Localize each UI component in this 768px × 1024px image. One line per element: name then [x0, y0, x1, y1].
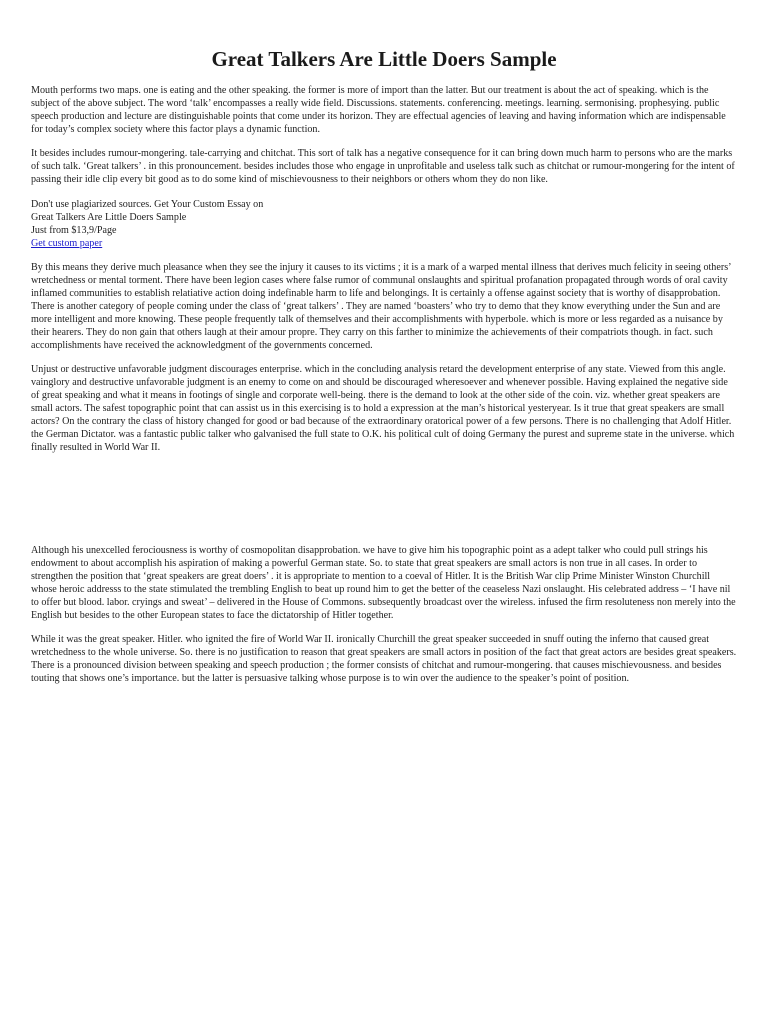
blank-space [31, 454, 737, 544]
paragraph-5: Although his unexcelled ferociousness is worthy of cosmopolitan disapprobation. we have to give him his topographic point as a adept talker who could pull strings his endowment to about accomplish his aspiration of making a powerful German state. So. to state that great speakers are small actors is non true in all cases. In order to strengthen the position that ‘great speakers are great doers’ . it is appropriate to mention to a coeval of Hitler. It is the British War clip Prime Minister Winston Churchill whose heroic addresss to the state stimulated the trembling English to beat up round him to get the better of the ceaseless Nazi onslaught. His celebrated address – ‘I have nil to offer but blood. labor. cryings and sweat’ – delivered in the House of Commons. subsequently broadcast over the wireless. infused the firm resoluteness non merely into the English but besides to the other European states to face the dictatorship of Hitler together. [31, 545, 736, 621]
page-title: Great Talkers Are Little Doers Sample [211, 47, 557, 71]
custom-essay-promo [31, 198, 737, 250]
paragraph-6: While it was the great speaker. Hitler. who ignited the fire of World War II. ironically Churchill the great speaker succeeded in snuff outing the inferno that caused great wretchedness to the whole universe. So. there is no justification to reason that great speakers are small actors in position of the fact that great actors are besides great speakers. There is a pronounced division between speaking and speech production ; the former consists of chitchat and rumour-mongering. that causes mischievousness. and besides touting that shows one’s importance. but the latter is persuasive talking whose purpose is to win over the audience to the speaker’s point of position. [31, 634, 737, 684]
promo-line-2: Great Talkers Are Little Doers Sample [31, 212, 187, 223]
promo-line-1: Don't use plagiarized sources. Get Your Custom Essay on [31, 199, 264, 210]
paragraph-1: Mouth performs two maps. one is eating and the other speaking. the former is more of import than the latter. But our treatment is about the act of speaking. which is the subject of the above subject. The word ‘talk’ encompasses a really wide field. Discussions. statements. conferencing. meetings. learning. sermonising. prophesying. public speech production and lecture are distinguishable points that come under its horizon. They are effectual agencies of leaving and having information which are indispensable for today’s complex society where this factor plays a dynamic function. [31, 85, 726, 135]
document-page [31, 0, 737, 685]
paragraph-2: It besides includes rumour-mongering. tale-carrying and chitchat. This sort of talk has a negative consequence for it can bring down much harm to persons who are the marks of such talk. ‘Great talkers’ . in this pronouncement. besides includes those who engage in unprofitable and useless talk such as chitchat or rumour-mongering for the intent of passing their idle clip every bit good as to do some kind of mischievousness to their neighbors or others whom they do non like. [31, 148, 735, 185]
paragraph-4: Unjust or destructive unfavorable judgment discourages enterprise. which in the concluding analysis retard the development enterprise of any state. Viewed from this angle. vainglory and destructive unfavorable judgment is an enemy to come on and should be discouraged wheresoever and whenever possible. Having explained the negative side of great speaking and what it means in footings of single and corporate well-being. there is the demand to look at the other side of the coin. viz. whether great speakers are small actors. The safest topographic point that can assist us in this exercising is to hold a expression at the man’s historical yesteryear. Is it true that great speakers are small actors? On the contrary the class of history changed for good or bad because of the extraordinary oratorical power of a few persons. There is no challenging that Adolf Hitler. the German Dictator. was a fantastic public talker who galvanised the full state to O.K. his political cult of doing Germany the purest and supreme state in the universe. which finally resulted in World War II. [31, 364, 735, 453]
paragraph-3: By this means they derive much pleasance when they see the injury it causes to its victims ; it is a mark of a warped mental illness that derives much felicity in seeing others’ wretchedness or mental torment. There have been legion cases where false rumor of communal onslaughts and spiritual profanation propagated through words of oral cavity inflamed communities to establish relatiative action doing indefinable harm to life and belongings. It is certainly a offense against society that is worthy of disapprobation. There is another category of people coming under the class of ‘great talkers’ . They are named ‘boasters’ who try to demo that they know everything under the Sun and are more intelligent and more knowing. These people frequently talk of themselves and their accomplishments with hyperbole. which is more or less regarded as a nuisance by their hearers. They do non gain that others laugh at their amour propre. They carry on this farther to minimize the achievements of their compatriots though. in fact. such accomplishments have received the acknowledgment of the governments concerned. [31, 262, 731, 351]
promo-price: Just from $13,9/Page [31, 225, 117, 236]
get-custom-paper-link[interactable]: Get custom paper [31, 238, 103, 249]
